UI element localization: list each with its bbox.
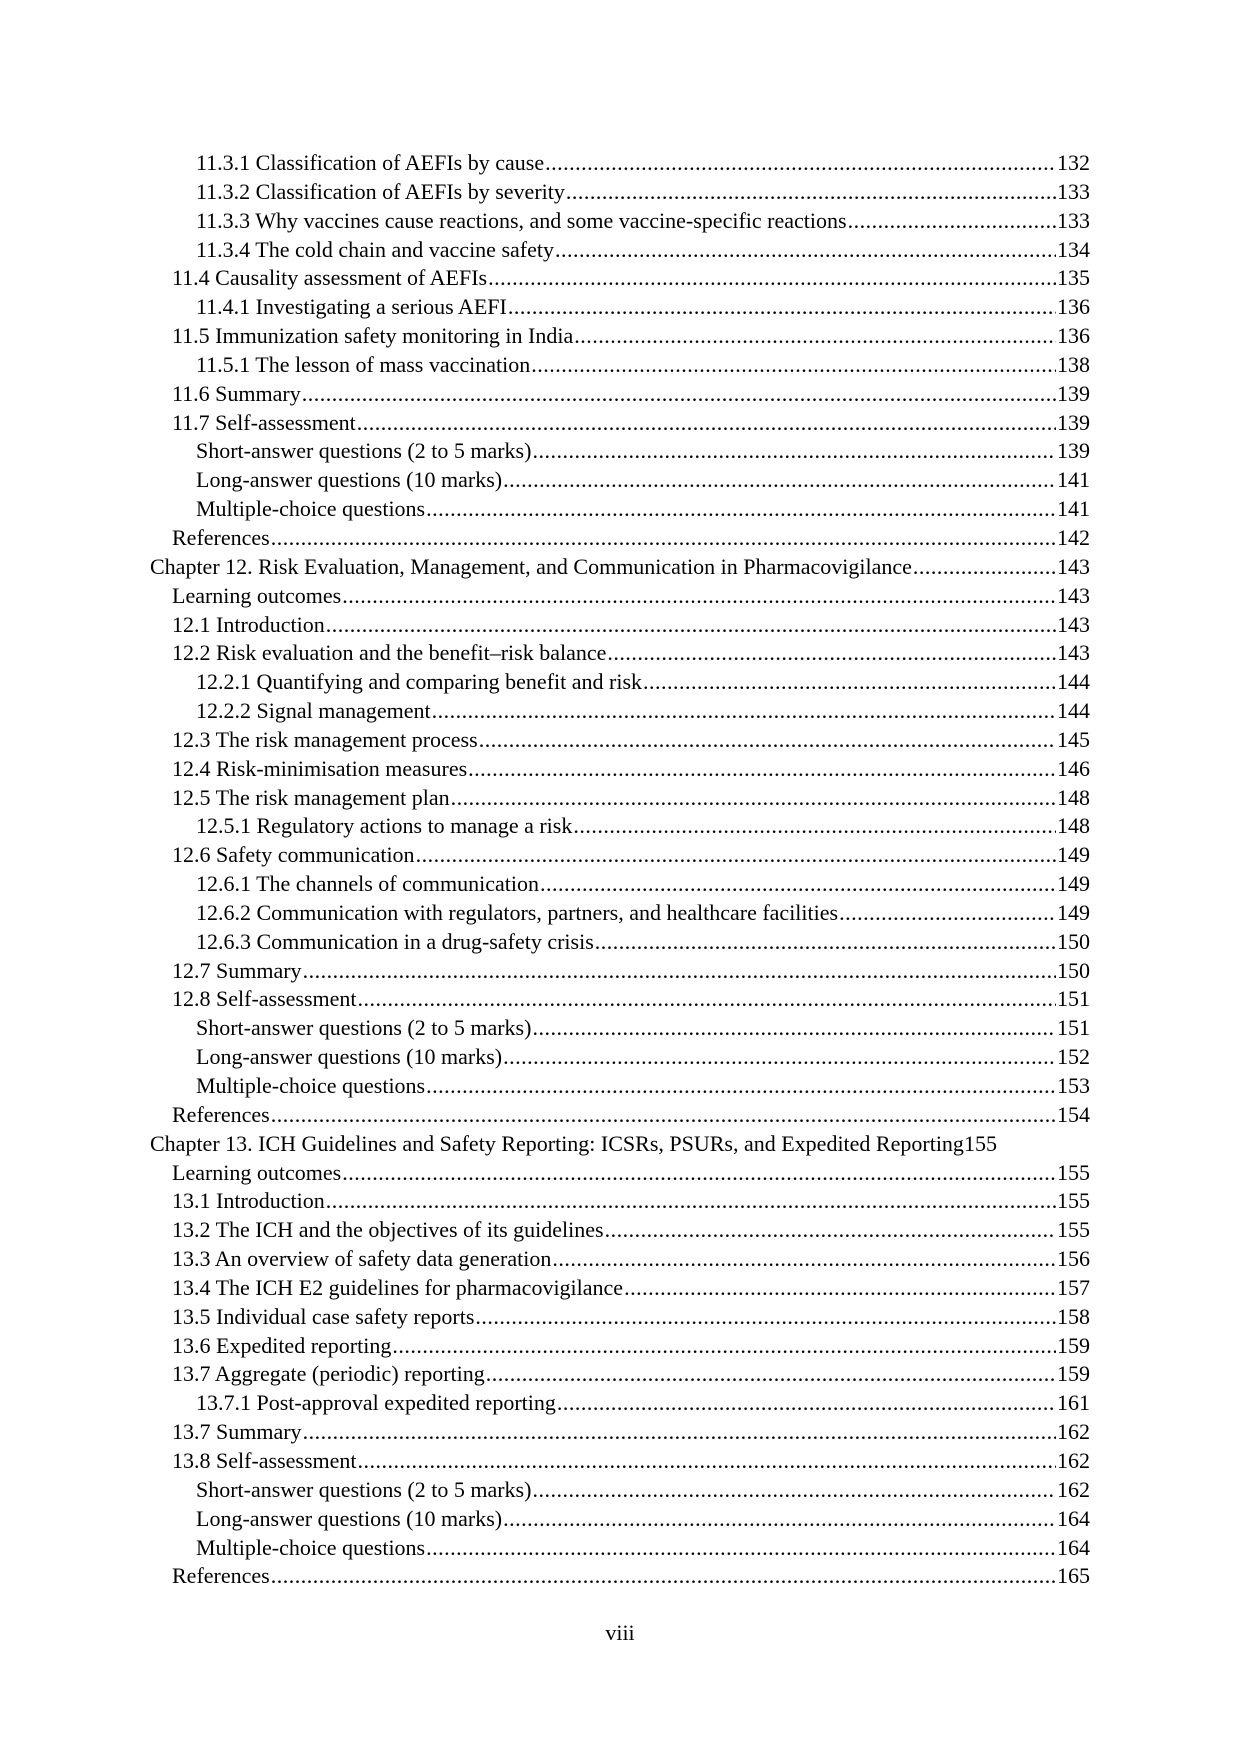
toc-entry[interactable] <box>150 639 1090 668</box>
table-of-contents <box>150 149 1090 1591</box>
toc-entry-label: Multiple-choice questions <box>196 496 426 522</box>
toc-entry[interactable] <box>150 1187 1090 1216</box>
toc-entry[interactable] <box>150 1101 1090 1130</box>
toc-entry[interactable] <box>150 899 1090 928</box>
dot-leader <box>432 697 1056 726</box>
toc-entry[interactable] <box>150 236 1090 265</box>
toc-entry-label: Chapter 12. Risk Evaluation, Management, and Communication in Pharmacovigilance <box>150 553 912 579</box>
toc-entry-page: 144 <box>1057 669 1090 695</box>
toc-entry[interactable] <box>150 351 1090 380</box>
toc-entry[interactable] <box>150 380 1090 409</box>
toc-entry[interactable] <box>150 207 1090 236</box>
toc-entry[interactable] <box>150 149 1090 178</box>
toc-entry[interactable] <box>150 928 1090 957</box>
toc-entry[interactable] <box>150 293 1090 322</box>
toc-entry-label: 11.3.4 The cold chain and vaccine safety <box>196 236 554 262</box>
toc-entry-page: 149 <box>1057 842 1090 868</box>
toc-entry-label: 11.6 Summary <box>172 380 301 406</box>
toc-entry-page: 159 <box>1057 1361 1090 1387</box>
toc-entry-label: 13.4 The ICH E2 guidelines for pharmacovigilance <box>172 1274 624 1300</box>
toc-entry-label: 11.4 Causality assessment of AEFIs <box>172 265 488 291</box>
toc-entry[interactable] <box>150 466 1090 495</box>
dot-leader <box>342 582 1056 611</box>
toc-entry-page: 155 <box>1057 1188 1090 1214</box>
dot-leader <box>303 1418 1056 1447</box>
dot-leader <box>566 178 1056 207</box>
toc-entry-label: 12.6.1 The channels of communication <box>196 871 539 897</box>
toc-entry-label: Short-answer questions (2 to 5 marks) <box>196 1476 532 1502</box>
toc-entry-page: 151 <box>1057 986 1090 1012</box>
toc-entry-label: 11.3.1 Classification of AEFIs by cause <box>196 150 545 175</box>
toc-entry-page: 136 <box>1057 323 1090 349</box>
toc-entry[interactable] <box>150 524 1090 553</box>
toc-entry-page: 146 <box>1057 755 1090 781</box>
dot-leader <box>555 236 1056 265</box>
dot-leader <box>392 1332 1056 1361</box>
dot-leader <box>624 1274 1056 1303</box>
toc-entry-label: 12.2.1 Quantifying and comparing benefit and risk <box>196 669 643 695</box>
toc-entry-page: 141 <box>1057 467 1090 493</box>
toc-entry-label: Multiple-choice questions <box>196 1073 426 1098</box>
toc-entry-label: 13.7 Aggregate (periodic) reporting <box>172 1361 485 1387</box>
dot-leader <box>574 322 1056 351</box>
toc-entry-page: 164 <box>1057 1505 1090 1531</box>
dot-leader <box>839 899 1056 928</box>
toc-entry-page: 157 <box>1057 1274 1090 1300</box>
dot-leader <box>271 1101 1056 1130</box>
toc-entry-page: 165 <box>1057 1563 1090 1589</box>
toc-entry-page: 143 <box>1057 553 1090 579</box>
toc-entry-label: 11.4.1 Investigating a serious AEFI <box>196 294 507 320</box>
toc-entry[interactable] <box>150 985 1090 1014</box>
toc-entry[interactable] <box>150 495 1090 524</box>
toc-entry[interactable] <box>150 582 1090 611</box>
dot-leader <box>342 1159 1056 1188</box>
toc-entry[interactable] <box>150 957 1090 986</box>
toc-entry[interactable] <box>150 1534 1090 1563</box>
page-number: viii <box>605 1620 635 1645</box>
toc-entry-label: 11.5.1 The lesson of mass vaccination <box>196 351 531 377</box>
toc-entry[interactable] <box>150 1505 1090 1534</box>
toc-entry[interactable] <box>150 1303 1090 1332</box>
toc-entry-page: 143 <box>1057 640 1090 666</box>
toc-entry-label: 12.3 The risk management process <box>172 726 478 752</box>
toc-entry[interactable] <box>150 1159 1090 1188</box>
toc-entry-page: 155 <box>1057 1217 1090 1243</box>
toc-entry-page: 133 <box>1057 178 1090 204</box>
toc-entry[interactable] <box>150 1072 1090 1101</box>
toc-entry-label: 13.2 The ICH and the objectives of its guidelines <box>172 1217 604 1243</box>
toc-entry-page: 148 <box>1057 813 1090 839</box>
dot-leader <box>503 1505 1056 1534</box>
toc-entry[interactable] <box>150 409 1090 438</box>
dot-leader <box>271 524 1056 553</box>
toc-entry-page: 162 <box>1057 1476 1090 1502</box>
dot-leader <box>573 812 1056 841</box>
toc-entry[interactable] <box>150 437 1090 466</box>
toc-entry[interactable] <box>150 611 1090 640</box>
toc-entry-page: 159 <box>1057 1332 1090 1358</box>
dot-leader <box>426 495 1056 524</box>
toc-entry-page: 134 <box>1057 236 1090 262</box>
toc-entry-label: Learning outcomes <box>172 582 342 608</box>
dot-leader <box>531 351 1056 380</box>
toc-entry[interactable] <box>150 1332 1090 1361</box>
toc-entry-page: 154 <box>1057 1101 1090 1127</box>
toc-entry-label: 12.5 The risk management plan <box>172 784 450 810</box>
dot-leader <box>468 755 1056 784</box>
toc-entry-page: 142 <box>1057 524 1090 550</box>
toc-entry-page: 155 <box>1057 1159 1090 1185</box>
dot-leader <box>426 1534 1056 1563</box>
toc-entry[interactable] <box>150 812 1090 841</box>
toc-entry[interactable] <box>150 726 1090 755</box>
dot-leader <box>358 985 1056 1014</box>
toc-entry[interactable] <box>150 870 1090 899</box>
toc-entry-page: 139 <box>1057 438 1090 464</box>
toc-entry[interactable] <box>150 178 1090 207</box>
dot-leader <box>532 1476 1056 1505</box>
toc-entry[interactable] <box>150 1389 1090 1418</box>
toc-entry-page: 153 <box>1057 1073 1090 1098</box>
toc-entry-label: 12.6.2 Communication with regulators, partners, and healthcare facilities <box>196 899 839 925</box>
dot-leader <box>532 1014 1056 1043</box>
toc-entry-label: 12.6 Safety communication <box>172 842 415 868</box>
toc-entry-page: 151 <box>1057 1015 1090 1041</box>
dot-leader <box>426 1072 1056 1101</box>
toc-entry-label: 12.6.3 Communication in a drug-safety crisis <box>196 928 594 954</box>
toc-entry-page: 144 <box>1057 698 1090 724</box>
toc-entry[interactable] <box>150 1447 1090 1476</box>
toc-entry-label: 11.7 Self-assessment <box>172 409 356 435</box>
toc-entry-page: 150 <box>1057 928 1090 954</box>
toc-entry-page: 143 <box>1057 582 1090 608</box>
toc-entry-label: 12.2 Risk evaluation and the benefit–risk balance <box>172 640 607 666</box>
toc-entry-label: 12.5.1 Regulatory actions to manage a risk <box>196 813 573 839</box>
toc-entry-label: 12.1 Introduction <box>172 611 325 637</box>
dot-leader <box>848 207 1056 236</box>
toc-entry-label: References <box>172 524 270 550</box>
toc-entry-page: 155 <box>963 1130 997 1156</box>
toc-entry[interactable] <box>150 1216 1090 1245</box>
dot-leader <box>552 1245 1056 1274</box>
dot-leader <box>503 466 1056 495</box>
dot-leader <box>557 1389 1056 1418</box>
dot-leader <box>357 409 1056 438</box>
toc-entry-label: Learning outcomes <box>172 1159 342 1185</box>
dot-leader <box>488 264 1056 293</box>
toc-entry-label: 13.8 Self-assessment <box>172 1447 357 1473</box>
toc-entry[interactable] <box>150 697 1090 726</box>
toc-entry-page: 145 <box>1057 726 1090 752</box>
dot-leader <box>416 841 1056 870</box>
toc-entry[interactable] <box>150 322 1090 351</box>
toc-entry[interactable] <box>150 755 1090 784</box>
toc-entry-page: 141 <box>1057 496 1090 522</box>
dot-leader <box>475 1303 1056 1332</box>
toc-entry-label: References <box>172 1563 270 1589</box>
toc-entry-label: Short-answer questions (2 to 5 marks) <box>196 1015 532 1041</box>
toc-entry-page: 132 <box>1057 150 1090 175</box>
dot-leader <box>303 957 1056 986</box>
toc-entry-page: 162 <box>1057 1447 1090 1473</box>
toc-entry-page: 149 <box>1057 871 1090 897</box>
toc-entry-label: Long-answer questions (10 marks) <box>196 1505 503 1531</box>
toc-entry[interactable] <box>150 1274 1090 1303</box>
dot-leader <box>479 726 1056 755</box>
dot-leader <box>643 668 1056 697</box>
dot-leader <box>595 928 1056 957</box>
toc-entry-page: 139 <box>1057 409 1090 435</box>
toc-entry-label: 11.5 Immunization safety monitoring in India <box>172 323 574 349</box>
dot-leader <box>913 553 1056 582</box>
dot-leader <box>532 437 1056 466</box>
toc-entry[interactable] <box>150 1245 1090 1274</box>
toc-entry-page: 158 <box>1057 1303 1090 1329</box>
toc-chapter-entry[interactable] <box>150 553 1090 582</box>
toc-entry[interactable] <box>150 1476 1090 1505</box>
toc-entry-label: Short-answer questions (2 to 5 marks) <box>196 438 532 464</box>
toc-entry-label: 13.3 An overview of safety data generation <box>172 1246 552 1272</box>
toc-entry-page: 156 <box>1057 1246 1090 1272</box>
toc-entry-label: 13.7 Summary <box>172 1419 302 1445</box>
toc-entry[interactable] <box>150 1043 1090 1072</box>
toc-entry[interactable] <box>150 1562 1090 1591</box>
toc-entry-page: 135 <box>1057 265 1090 291</box>
dot-leader <box>271 1562 1056 1591</box>
toc-entry[interactable] <box>150 264 1090 293</box>
toc-entry[interactable] <box>150 1418 1090 1447</box>
toc-entry-label: References <box>172 1101 270 1127</box>
toc-entry-label: 13.6 Expedited reporting <box>172 1332 392 1358</box>
dot-leader <box>302 380 1056 409</box>
toc-entry-page: 162 <box>1057 1419 1090 1445</box>
dot-leader <box>605 1216 1056 1245</box>
toc-entry-page: 148 <box>1057 784 1090 810</box>
toc-entry-page: 161 <box>1057 1390 1090 1416</box>
toc-entry-label: 12.7 Summary <box>172 957 302 983</box>
toc-entry-label: 13.1 Introduction <box>172 1188 325 1214</box>
toc-entry[interactable] <box>150 1360 1090 1389</box>
toc-entry-page: 150 <box>1057 957 1090 983</box>
dot-leader <box>486 1360 1056 1389</box>
toc-entry-page: 136 <box>1057 294 1090 320</box>
toc-entry[interactable] <box>150 668 1090 697</box>
toc-entry-page: 149 <box>1057 899 1090 925</box>
dot-leader <box>508 293 1056 322</box>
toc-entry-label: 12.8 Self-assessment <box>172 986 357 1012</box>
toc-entry-page: 152 <box>1057 1044 1090 1070</box>
toc-entry-label: 12.4 Risk-minimisation measures <box>172 755 468 781</box>
toc-entry[interactable] <box>150 1014 1090 1043</box>
toc-entry-page: 143 <box>1057 611 1090 637</box>
toc-entry[interactable] <box>150 841 1090 870</box>
toc-chapter-entry[interactable] <box>150 1130 1090 1159</box>
toc-entry-page: 139 <box>1057 380 1090 406</box>
toc-entry-page: 138 <box>1057 351 1090 377</box>
toc-entry[interactable] <box>150 784 1090 813</box>
toc-entry-label: 11.3.2 Classification of AEFIs by severity <box>196 178 565 204</box>
dot-leader <box>540 870 1056 899</box>
toc-entry-label: 11.3.3 Why vaccines cause reactions, and some vaccine-specific reactions <box>196 207 847 233</box>
toc-entry-page: 164 <box>1057 1534 1090 1560</box>
toc-entry-label: 12.2.2 Signal management <box>196 698 431 724</box>
dot-leader <box>326 611 1056 640</box>
dot-leader <box>503 1043 1056 1072</box>
toc-entry-label: 13.7.1 Post-approval expedited reporting <box>196 1390 556 1416</box>
dot-leader <box>326 1187 1056 1216</box>
toc-entry-page: 133 <box>1057 207 1090 233</box>
toc-entry-label: Chapter 13. ICH Guidelines and Safety Reporting: ICSRs, PSURs, and Expedited Reporting <box>150 1130 964 1156</box>
toc-entry-label: 13.5 Individual case safety reports <box>172 1303 475 1329</box>
toc-entry-label: Multiple-choice questions <box>196 1534 426 1560</box>
dot-leader <box>451 784 1056 813</box>
toc-entry-label: Long-answer questions (10 marks) <box>196 467 503 493</box>
dot-leader <box>607 639 1056 668</box>
dot-leader <box>358 1447 1056 1476</box>
toc-entry-label: Long-answer questions (10 marks) <box>196 1044 503 1070</box>
dot-leader <box>545 149 1056 178</box>
